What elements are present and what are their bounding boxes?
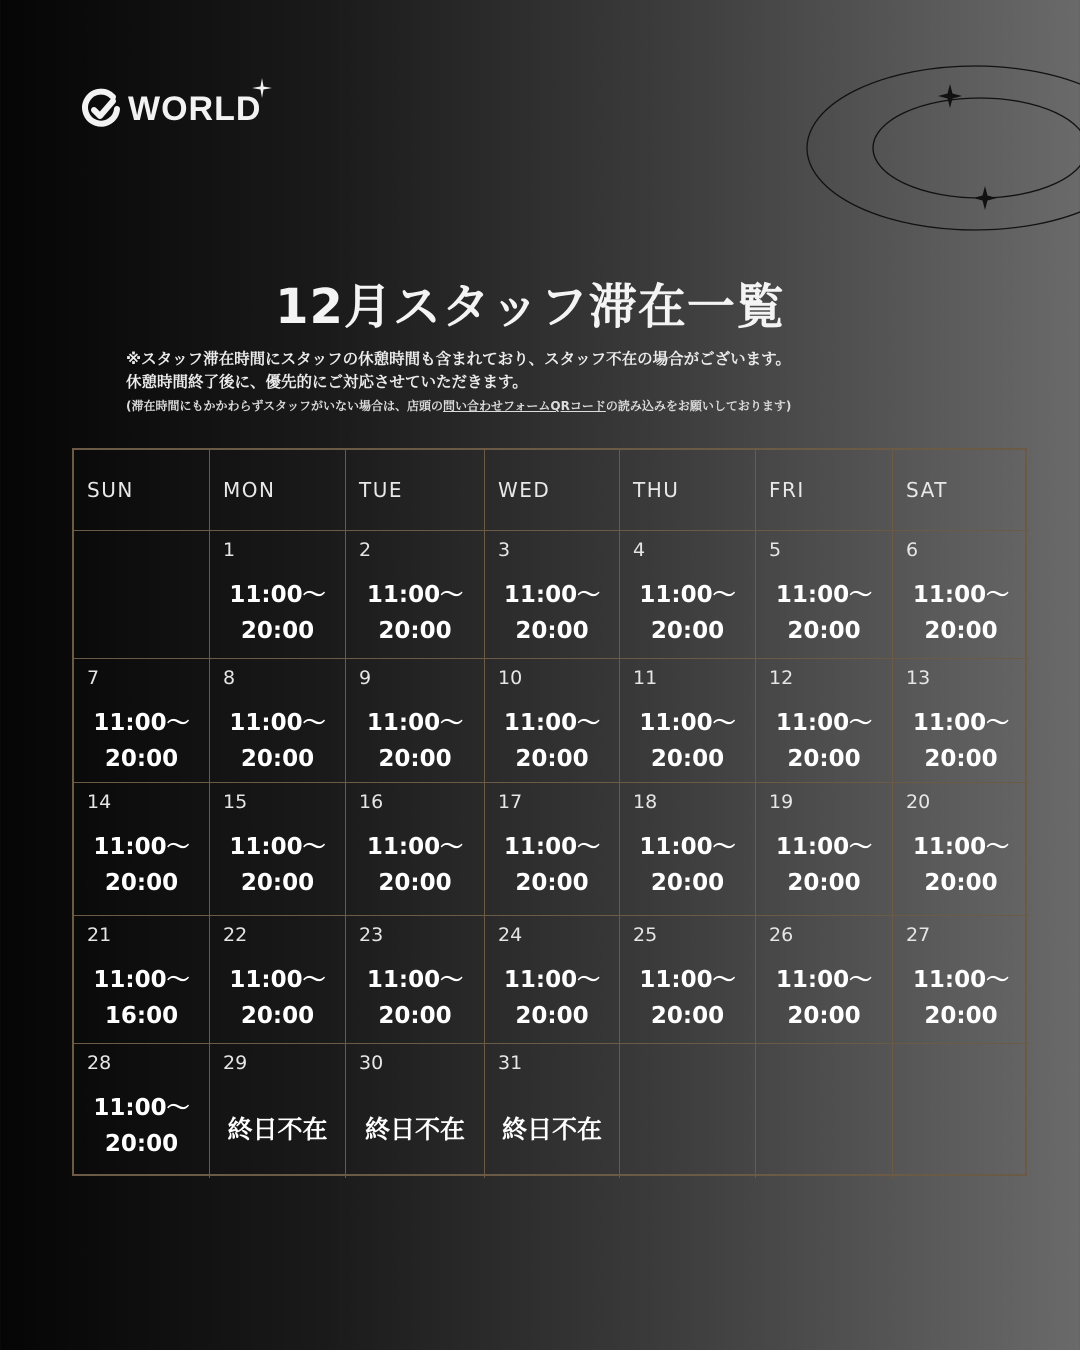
brand-logo	[80, 86, 261, 132]
stay-hours	[756, 577, 892, 649]
brand-name: WORLD	[128, 89, 262, 128]
start-time: 11:00〜	[503, 967, 601, 993]
empty-day-cell	[893, 1044, 1029, 1178]
day-number: 23	[359, 924, 384, 946]
start-time: 11:00〜	[93, 967, 190, 993]
day-cell-31	[485, 1044, 620, 1178]
weekday-header-mon: MON	[210, 450, 346, 531]
day-cell-6	[893, 531, 1029, 659]
day-cell-11	[620, 659, 756, 783]
start-time: 11:00〜	[229, 967, 326, 993]
day-cell-14	[74, 783, 210, 916]
sparkle-icon	[252, 78, 272, 98]
start-time: 11:00〜	[775, 834, 873, 860]
calendar-grid	[72, 448, 1027, 1176]
start-time: 11:00〜	[775, 582, 873, 608]
day-number: 5	[769, 539, 782, 561]
qr-form-link[interactable]: 問い合わせフォームQRコード	[443, 399, 606, 413]
start-time: 11:00〜	[639, 834, 736, 860]
day-number: 25	[633, 924, 658, 946]
end-time: 20:00	[378, 618, 452, 644]
stay-hours	[485, 829, 619, 901]
end-time: 20:00	[515, 870, 589, 896]
orbit-decoration	[800, 60, 1080, 240]
day-number: 24	[498, 924, 523, 946]
day-number: 30	[359, 1052, 384, 1074]
start-time: 11:00〜	[503, 710, 601, 736]
day-cell-13	[893, 659, 1029, 783]
absent-label: 終日不在	[501, 1115, 602, 1144]
end-time: 20:00	[104, 1131, 179, 1157]
absent-label: 終日不在	[227, 1115, 328, 1144]
end-time: 20:00	[515, 1003, 589, 1029]
start-time: 11:00〜	[366, 834, 464, 860]
stay-hours	[893, 962, 1029, 1034]
stay-hours	[893, 705, 1029, 777]
start-time: 11:00〜	[93, 834, 190, 860]
day-number: 14	[87, 791, 112, 813]
end-time: 20:00	[924, 870, 998, 896]
stay-hours	[485, 577, 619, 649]
day-cell-27	[893, 916, 1029, 1044]
end-time: 20:00	[240, 870, 315, 896]
stay-hours	[756, 962, 892, 1034]
day-cell-12	[756, 659, 893, 783]
end-time: 20:00	[378, 870, 452, 896]
weekday-header-fri: FRI	[756, 450, 893, 531]
stay-hours	[485, 705, 619, 777]
day-number: 31	[498, 1052, 523, 1074]
absent-label: 終日不在	[364, 1115, 465, 1144]
note-line-3-prefix: (滞在時間にもかかわらずスタッフがいない場合は、店頭の	[126, 399, 444, 413]
day-cell-2	[346, 531, 485, 659]
day-number: 26	[769, 924, 794, 946]
day-cell-7	[74, 659, 210, 783]
day-number: 3	[498, 539, 511, 561]
day-cell-18	[620, 783, 756, 916]
start-time: 11:00〜	[639, 967, 736, 993]
day-cell-25	[620, 916, 756, 1044]
notes	[126, 348, 966, 417]
day-cell-22	[210, 916, 346, 1044]
day-number: 2	[359, 539, 372, 561]
day-number: 22	[223, 924, 248, 946]
empty-day-cell	[756, 1044, 893, 1178]
end-time: 20:00	[650, 618, 725, 644]
day-number: 8	[223, 667, 236, 689]
day-number: 17	[498, 791, 523, 813]
end-time: 20:00	[787, 1003, 861, 1029]
stay-hours	[485, 962, 619, 1034]
end-time: 20:00	[104, 870, 179, 896]
stay-hours	[346, 577, 484, 649]
stay-hours	[74, 705, 209, 777]
day-cell-21	[74, 916, 210, 1044]
day-cell-15	[210, 783, 346, 916]
start-time: 11:00〜	[775, 967, 873, 993]
end-time: 20:00	[787, 618, 861, 644]
day-cell-20	[893, 783, 1029, 916]
start-time: 11:00〜	[503, 834, 601, 860]
day-number: 28	[87, 1052, 112, 1074]
start-time: 11:00〜	[912, 967, 1010, 993]
note-line-2: 休憩時間終了後に、優先的にご対応させていただきます。	[126, 373, 528, 391]
day-number: 10	[498, 667, 523, 689]
day-number: 20	[906, 791, 931, 813]
stay-hours	[893, 829, 1029, 901]
day-cell-5	[756, 531, 893, 659]
end-time: 20:00	[240, 1003, 315, 1029]
end-time: 20:00	[378, 746, 452, 772]
stay-hours	[346, 829, 484, 901]
end-time: 20:00	[787, 746, 861, 772]
start-time: 11:00〜	[93, 1095, 190, 1121]
stay-hours	[620, 705, 755, 777]
end-time: 20:00	[650, 746, 725, 772]
note-line-3	[126, 395, 966, 417]
day-number: 9	[359, 667, 372, 689]
day-number: 7	[87, 667, 100, 689]
day-number: 12	[769, 667, 794, 689]
end-time: 20:00	[787, 870, 861, 896]
end-time: 20:00	[515, 746, 589, 772]
end-time: 20:00	[924, 1003, 998, 1029]
stay-hours	[620, 577, 755, 649]
stay-hours	[210, 829, 345, 901]
stay-hours	[74, 1090, 209, 1162]
day-number: 4	[633, 539, 646, 561]
day-cell-30	[346, 1044, 485, 1178]
start-time: 11:00〜	[366, 710, 464, 736]
start-time: 11:00〜	[912, 710, 1010, 736]
day-number: 13	[906, 667, 931, 689]
end-time: 20:00	[650, 1003, 725, 1029]
weekday-header-sat: SAT	[893, 450, 1029, 531]
day-cell-9	[346, 659, 485, 783]
day-cell-8	[210, 659, 346, 783]
day-number: 18	[633, 791, 658, 813]
start-time: 11:00〜	[366, 582, 464, 608]
world-logo-icon	[80, 88, 122, 130]
start-time: 11:00〜	[912, 582, 1010, 608]
start-time: 11:00〜	[639, 582, 736, 608]
day-number: 11	[633, 667, 658, 689]
end-time: 20:00	[515, 618, 589, 644]
stay-hours	[893, 577, 1029, 649]
day-cell-19	[756, 783, 893, 916]
end-time: 20:00	[650, 870, 725, 896]
day-cell-17	[485, 783, 620, 916]
note-line-1: ※スタッフ滞在時間にスタッフの休憩時間も含まれており、スタッフ不在の場合がございます。	[126, 350, 791, 368]
start-time: 11:00〜	[366, 967, 464, 993]
start-time: 11:00〜	[775, 710, 873, 736]
stay-hours	[74, 962, 209, 1034]
stay-hours	[620, 962, 755, 1034]
day-number: 16	[359, 791, 384, 813]
end-time: 20:00	[240, 746, 315, 772]
day-cell-4	[620, 531, 756, 659]
start-time: 11:00〜	[503, 582, 601, 608]
day-cell-29	[210, 1044, 346, 1178]
weekday-header-thu: THU	[620, 450, 756, 531]
end-time: 20:00	[240, 618, 315, 644]
day-number: 29	[223, 1052, 248, 1074]
day-cell-10	[485, 659, 620, 783]
end-time: 20:00	[924, 746, 998, 772]
empty-day-cell	[74, 531, 210, 659]
stay-hours	[346, 962, 484, 1034]
sparkle-icon	[973, 186, 997, 210]
stay-hours	[756, 829, 892, 901]
stay-hours	[346, 705, 484, 777]
day-cell-24	[485, 916, 620, 1044]
day-cell-16	[346, 783, 485, 916]
start-time: 11:00〜	[229, 834, 326, 860]
stay-hours	[74, 829, 209, 901]
end-time: 20:00	[924, 618, 998, 644]
start-time: 11:00〜	[229, 582, 326, 608]
day-cell-28	[74, 1044, 210, 1178]
day-number: 15	[223, 791, 248, 813]
start-time: 11:00〜	[229, 710, 326, 736]
day-number: 19	[769, 791, 794, 813]
empty-day-cell	[620, 1044, 756, 1178]
end-time: 20:00	[378, 1003, 452, 1029]
stay-hours	[210, 962, 345, 1034]
day-cell-1	[210, 531, 346, 659]
day-cell-3	[485, 531, 620, 659]
page-title: 12月スタッフ滞在一覧	[275, 279, 785, 335]
stay-hours	[620, 829, 755, 901]
day-cell-26	[756, 916, 893, 1044]
start-time: 11:00〜	[639, 710, 736, 736]
day-number: 21	[87, 924, 112, 946]
weekday-header-sun: SUN	[74, 450, 210, 531]
sparkle-icon	[938, 84, 962, 108]
end-time: 16:00	[104, 1003, 179, 1029]
day-number: 6	[906, 539, 919, 561]
stay-hours	[210, 577, 345, 649]
day-cell-23	[346, 916, 485, 1044]
stay-hours	[756, 705, 892, 777]
weekday-header-tue: TUE	[346, 450, 485, 531]
end-time: 20:00	[104, 746, 179, 772]
start-time: 11:00〜	[912, 834, 1010, 860]
start-time: 11:00〜	[93, 710, 190, 736]
stay-hours	[210, 705, 345, 777]
note-line-3-suffix: の読み込みをお願いしております)	[605, 399, 792, 413]
day-number: 27	[906, 924, 931, 946]
day-number: 1	[223, 539, 236, 561]
weekday-header-wed: WED	[485, 450, 620, 531]
